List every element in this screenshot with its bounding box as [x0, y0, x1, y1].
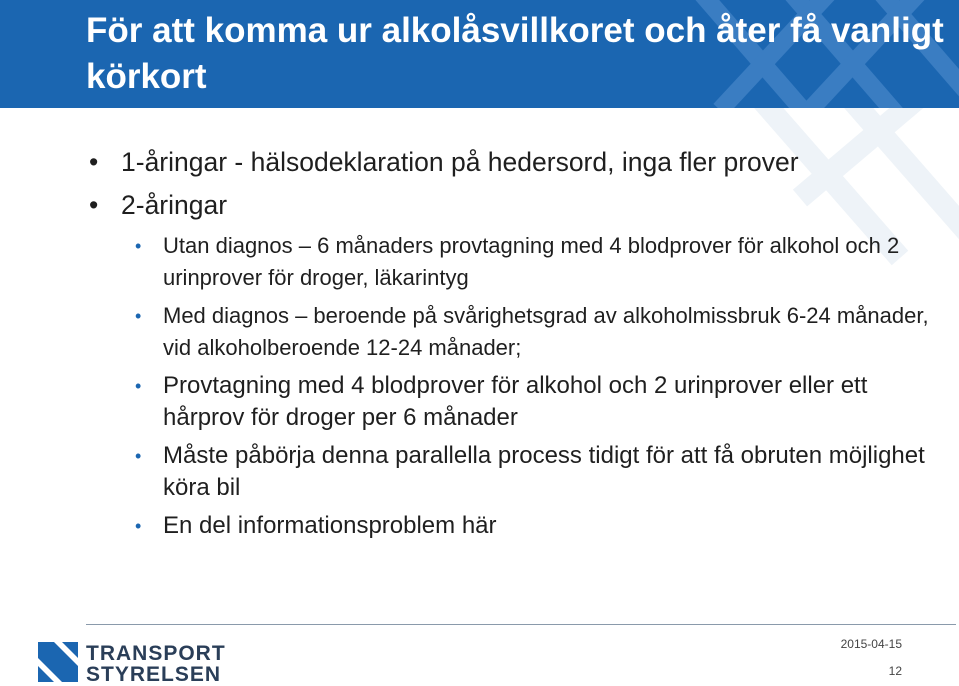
- sub-bullet-text: En del informationsproblem här: [163, 512, 497, 539]
- bullet-marker: •: [89, 190, 99, 220]
- footer-divider: [86, 624, 956, 625]
- page-number: 12: [888, 664, 902, 678]
- logo-line2: STYRELSEN: [86, 663, 222, 686]
- logo-line1: TRANSPORT: [86, 642, 226, 665]
- bullet-marker: •: [89, 147, 99, 177]
- bullet-text: 2-åringar: [121, 190, 228, 220]
- sub-bullet-item: [135, 300, 947, 364]
- sub-bullet-text: Med diagnos – beroende på svårighetsgrad av alkoholmissbruk 6-24 månader, vid alkoholberoende 12-24 månader;: [163, 303, 929, 360]
- sub-bullet-marker: •: [135, 236, 142, 256]
- title-band: [0, 0, 959, 108]
- sub-bullet-item: [135, 510, 947, 542]
- sub-bullet-text: Provtagning med 4 blodprover för alkohol och 2 urinprover eller ett hårprov för droger per 6 månader: [163, 372, 868, 431]
- sub-bullet-marker: •: [135, 516, 142, 536]
- sub-bullet-item: [135, 370, 947, 434]
- footer-date: 2015-04-15: [840, 637, 902, 651]
- sub-bullet-marker: •: [135, 446, 142, 466]
- bullet-item: [87, 189, 947, 221]
- transportstyrelsen-logo-icon: [38, 642, 78, 682]
- bullet-text: 1-åringar - hälsodeklaration på hedersord, inga fler prover: [121, 147, 799, 177]
- sub-bullet-text: Utan diagnos – 6 månaders provtagning med 4 blodprover för alkohol och 2 urinprover för droger, läkarintyg: [163, 233, 900, 290]
- sub-bullet-marker: •: [135, 306, 142, 326]
- bullet-item: [87, 146, 947, 178]
- slide-content: [87, 146, 947, 548]
- sub-bullet-marker: •: [135, 376, 142, 396]
- slide-title: För att komma ur alkolåsvillkoret och åter få vanligt körkort: [86, 11, 944, 96]
- sub-bullet-item: [135, 440, 947, 504]
- sub-bullet-text: Måste påbörja denna parallella process tidigt för att få obruten möjlighet köra bil: [163, 442, 925, 501]
- transportstyrelsen-logo: [86, 643, 226, 685]
- sub-bullet-item: [135, 230, 947, 294]
